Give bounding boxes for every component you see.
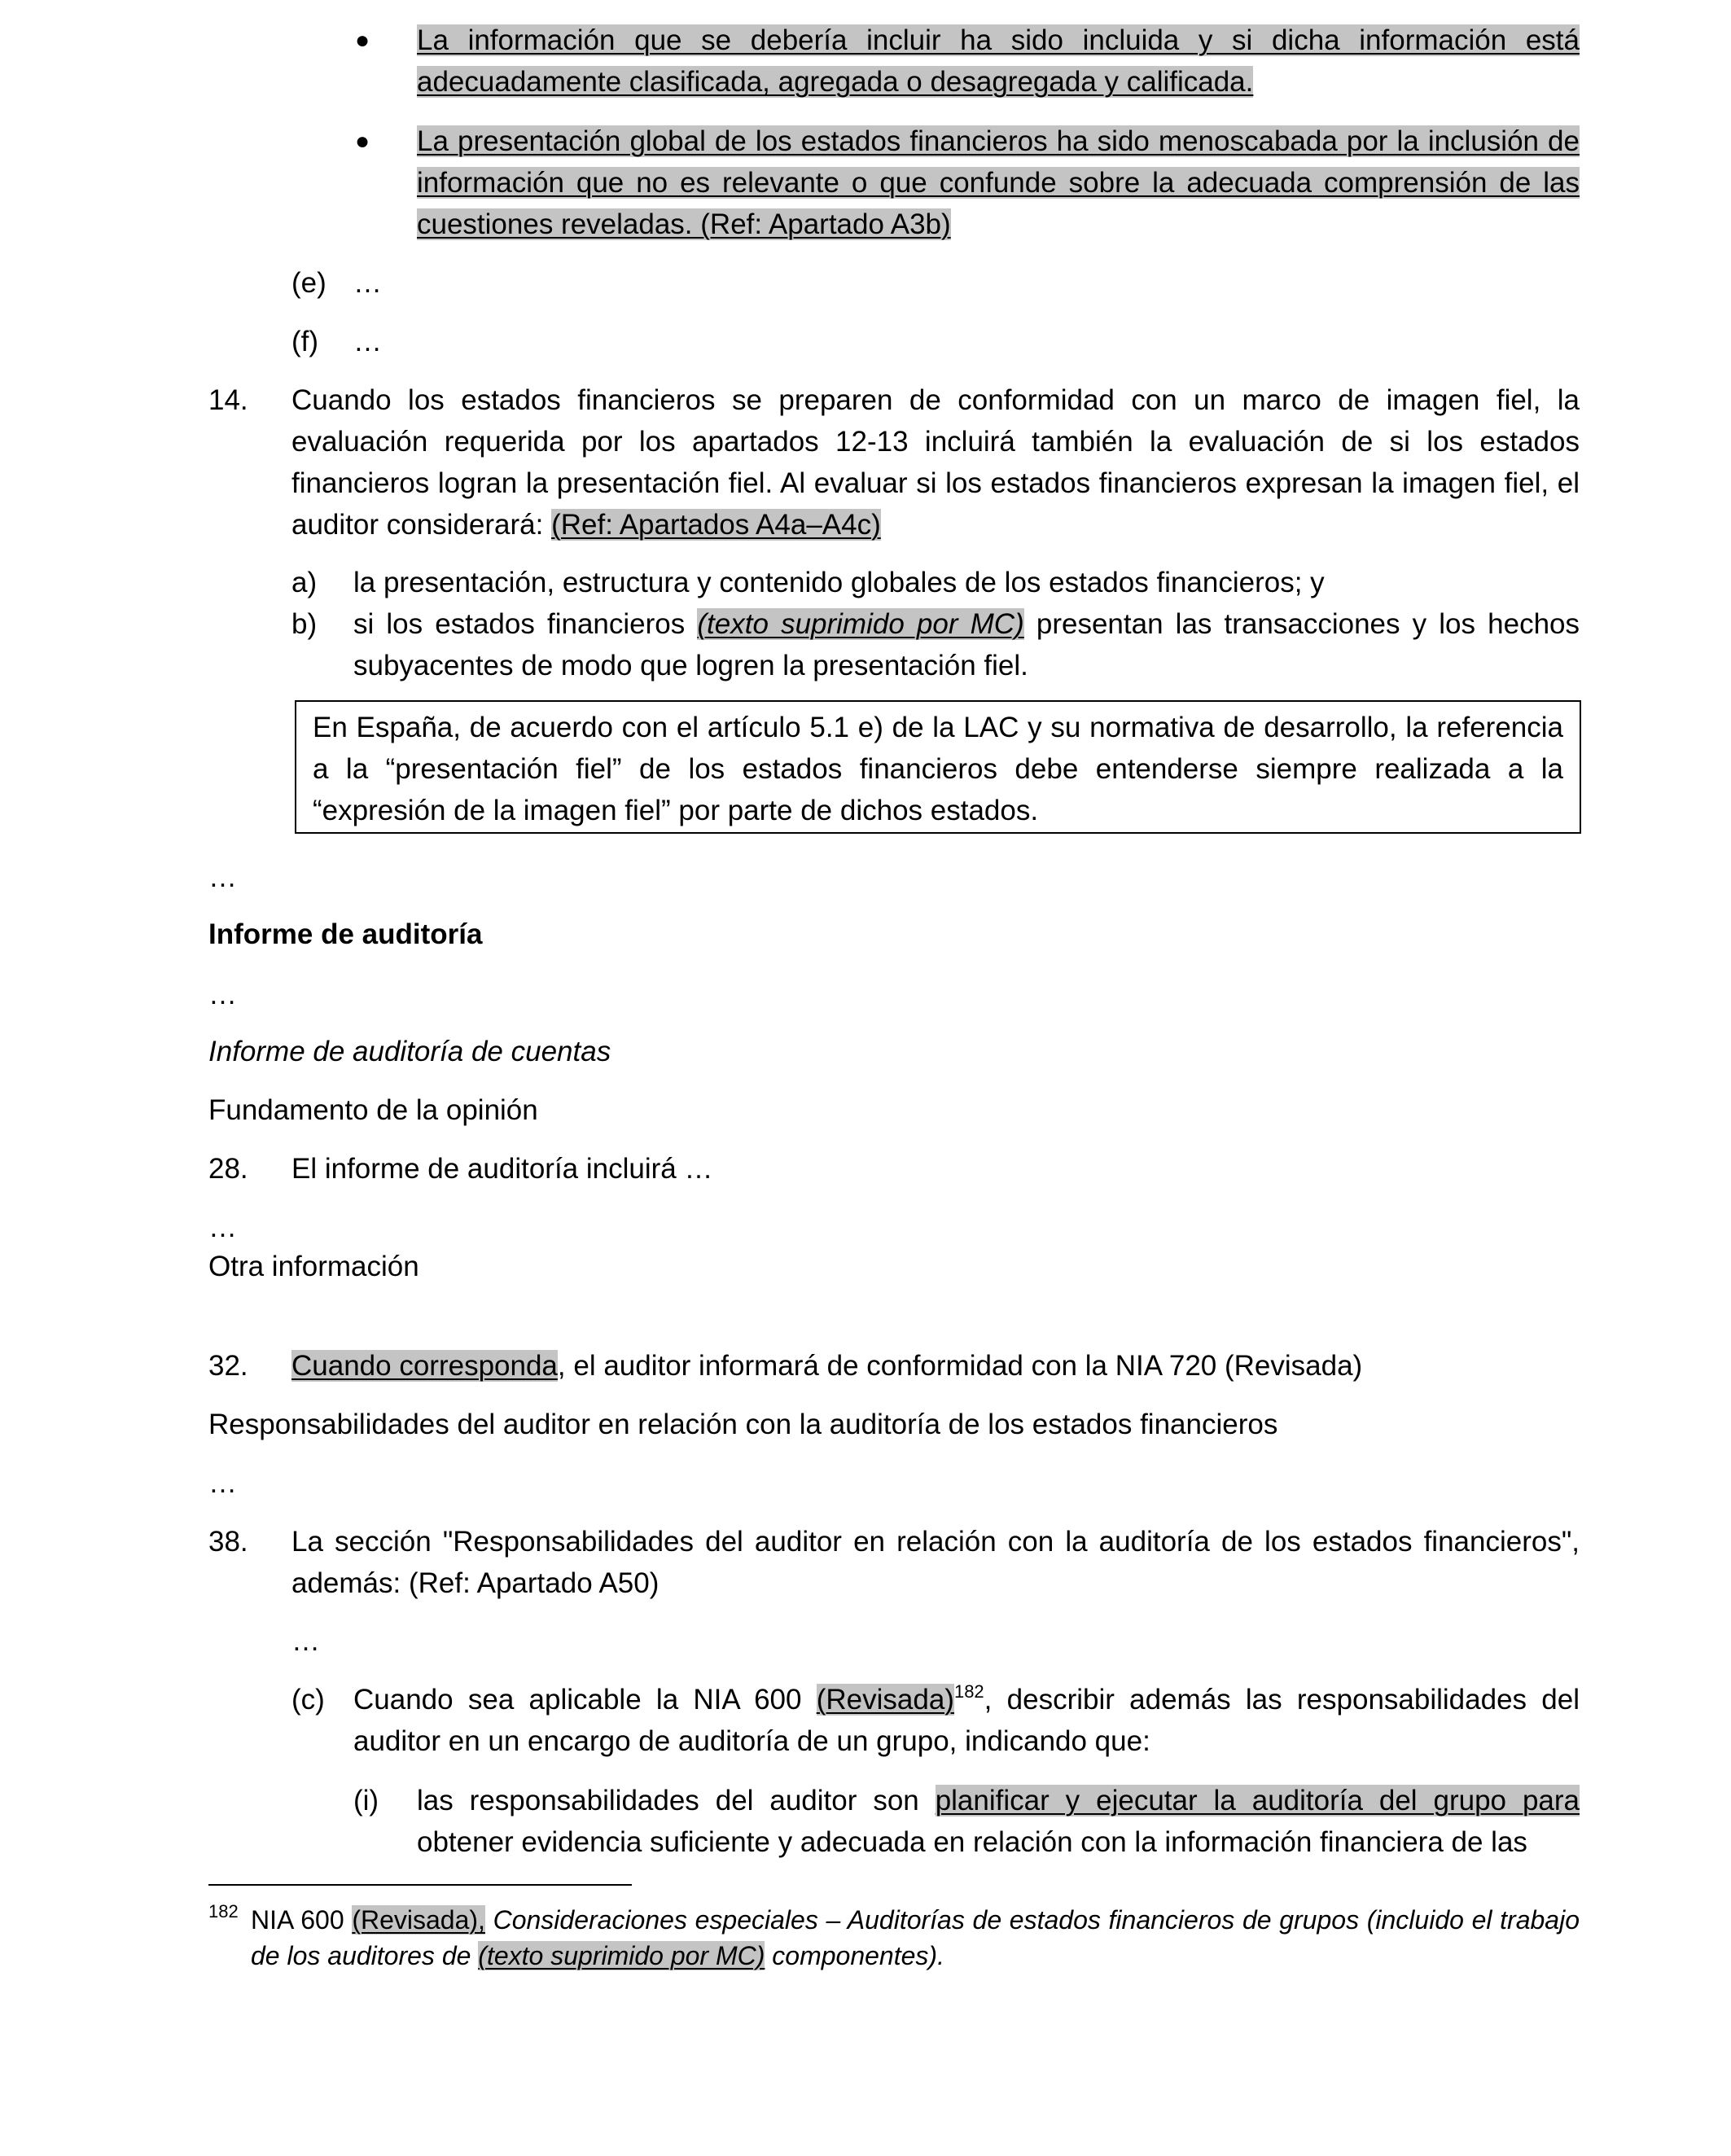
heading-otra-informacion: Otra información [208,1251,419,1282]
para-14-item-b [353,603,1580,686]
footnote-number-sup: 182 [208,1901,239,1922]
para-38-item-c-label: (c) [291,1684,325,1716]
bullet-icon: ● [355,27,370,54]
item-e-label: (e) [291,267,326,299]
para-38-item-i [417,1780,1580,1863]
para-32-body: , el auditor informará de conformidad con la NIA 720 (Revisada) [557,1350,1363,1382]
para-32-text [291,1345,1362,1387]
ellipsis-4: … [208,1467,237,1499]
para-38-ellipsis: … [291,1625,320,1657]
para-32-number: 32. [208,1350,248,1382]
para-14-ref: (Ref: Apartados A4a–A4c) [551,509,881,541]
para-38-item-c-post: , describir además las responsabilidades del auditor en un encargo de auditoría de un grupo, indicando que: [353,1684,1580,1757]
footnote-revisada: (Revisada), [352,1905,485,1935]
footnote-suppressed: (texto suprimido por MC) [478,1941,765,1970]
para-14-number: 14. [208,384,248,416]
footnote-number [208,1900,239,1936]
para-38-number: 38. [208,1526,248,1558]
bullet-2-text: La presentación global de los estados financieros ha sido menoscabada por la inclusión de información que no es relevante o que confunde sobre la adecuada comprensión de las cuestiones reveladas. (Ref: Apartado A3b) [417,125,1580,240]
para-38-item-i-pre: las responsabilidades del auditor son [417,1785,936,1816]
footnote-reference[interactable]: 182 [953,1681,984,1702]
bullet-1-text: La información que se debería incluir ha sido incluida y si dicha información está adecuadamente clasificada, agregada o desagregada y calificada. [417,24,1580,98]
para-14-item-b-suppressed: (texto suprimido por MC) [697,608,1024,640]
para-38-body: La sección "Responsabilidades del auditor en relación con la auditoría de los estados financieros", además: (Ref: Apartado A50) [291,1526,1580,1599]
para-38-item-c-pre: Cuando sea aplicable la NIA 600 [353,1684,817,1716]
para-14-body: Cuando los estados financieros se preparen de conformidad con un marco de imagen fiel, la evaluación requerida por los apartados 12-13 incluirá también la evaluación de si los estados financieros logran la presentación fiel. Al evaluar si los estados financieros expresan la imagen fiel, el auditor considerará: [291,384,1580,541]
subheading-informe-cuentas: Informe de auditoría de cuentas [208,1036,611,1067]
bullet-icon: ● [355,128,370,155]
para-38-item-c-revisada: (Revisada) [816,1684,954,1716]
footnote-title: Consideraciones especiales – Auditorías de estados financieros de grupos (incluido el trabajo de los auditores de [251,1905,1580,1970]
heading-fundamento: Fundamento de la opinión [208,1094,538,1126]
para-14-item-a [353,562,1580,603]
para-38-item-c [353,1679,1580,1762]
para-14-item-b-label: b) [291,608,318,640]
para-14-item-b-pre: si los estados financieros [353,608,698,640]
para-38-item-i-post: obtener evidencia suficiente y adecuada en relación con la información financiera de las [417,1826,1527,1858]
para-38-item-i-label: (i) [353,1785,379,1816]
bullet-item-1 [355,20,1580,103]
item-f-text: … [353,326,382,357]
para-14-text [291,379,1580,546]
footnote-pre: NIA 600 [251,1905,353,1935]
item-f-label: (f) [291,326,319,357]
footnote-separator [208,1884,632,1886]
spain-note-box [295,700,1581,834]
spain-note-text: En España, de acuerdo con el artículo 5.1 e) de la LAC y su normativa de desarrollo, la referencia a la “presentación fiel” de los estados financieros debe entenderse siempre realizada a la “expresión de la imagen fiel” por parte de dichos estados. [313,712,1563,826]
para-14-item-b-post: presentan las transacciones y los hechos subyacentes de modo que logren la presentación fiel. [353,608,1580,681]
item-e-text: … [353,267,382,299]
para-32-highlight: Cuando corresponda [291,1350,558,1382]
item-e [291,262,382,304]
para-38-text [291,1521,1580,1604]
item-f [291,321,382,362]
heading-informe-auditoria: Informe de auditoría [208,918,483,950]
para-28-number: 28. [208,1153,248,1185]
para-14-item-a-label: a) [291,567,318,598]
footnote-text [251,1902,1580,1974]
heading-responsabilidades: Responsabilidades del auditor en relación con la auditoría de los estados financieros [208,1409,1278,1440]
ellipsis-3: … [208,1212,237,1243]
ellipsis-2: … [208,979,237,1010]
ellipsis-1: … [208,861,237,893]
para-28-text: El informe de auditoría incluirá … [291,1153,713,1185]
para-38-item-i-highlight: planificar y ejecutar la auditoría del grupo para [935,1785,1580,1816]
para-14-item-a-text: la presentación, estructura y contenido globales de los estados financieros; y [353,567,1325,598]
footnote-post: componentes). [765,1941,944,1970]
bullet-item-2 [355,121,1580,245]
